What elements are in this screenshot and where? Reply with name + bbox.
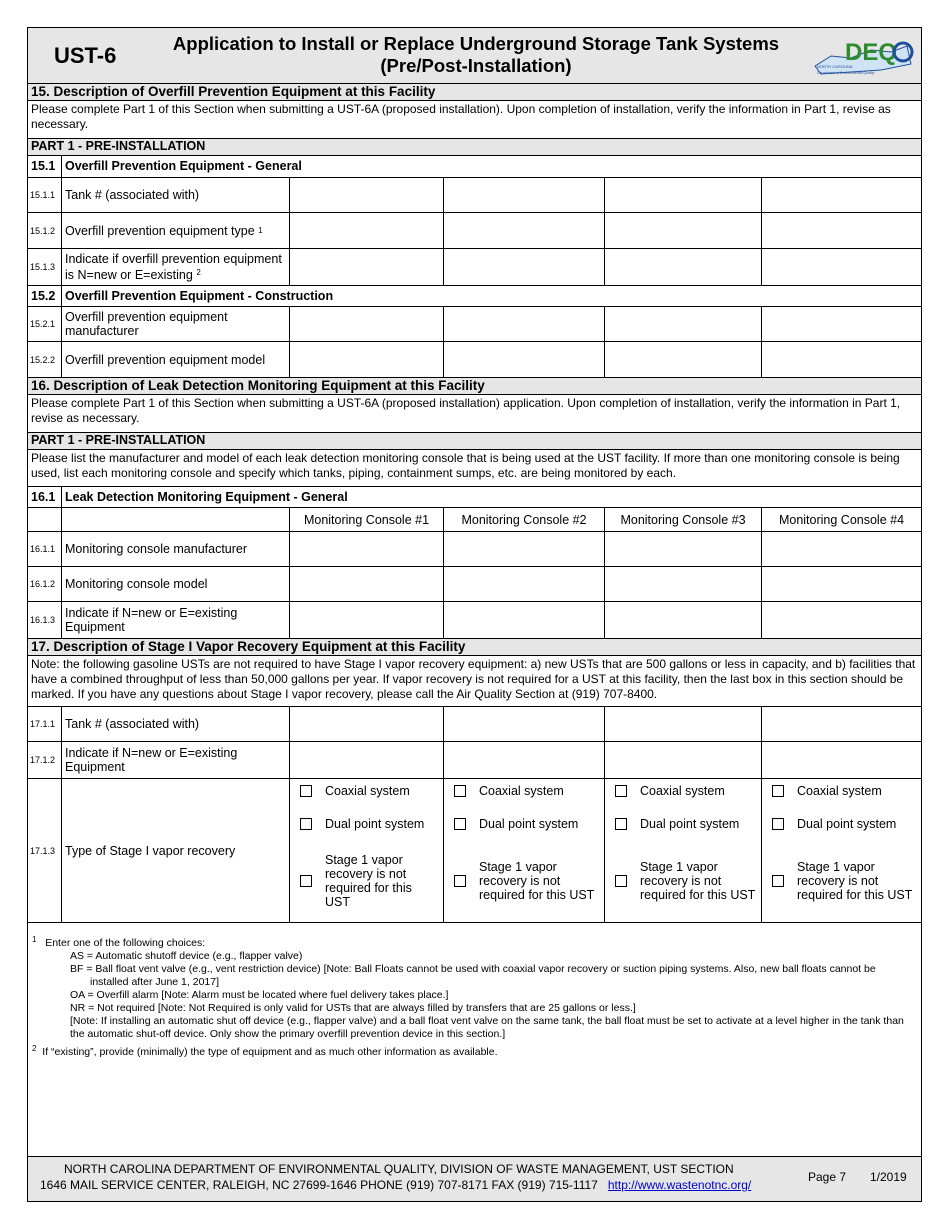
form-header: [28, 28, 921, 84]
console-2-header: Monitoring Console #2: [444, 508, 605, 531]
footnote-oa: OA = Overfill alarm [Note: Alarm must be located where fuel delivery takes place.]: [70, 989, 449, 1001]
row-label: Tank # (associated with): [62, 178, 290, 212]
dual-point-option[interactable]: [454, 817, 578, 831]
option-label: Dual point system: [479, 817, 579, 831]
new-existing-1-field[interactable]: [290, 249, 444, 285]
vapor-type-col-2: [444, 779, 605, 922]
model-3-field[interactable]: [605, 342, 762, 377]
subsection-15-1: [28, 156, 921, 178]
console-model-2-field[interactable]: [444, 567, 605, 601]
subsection-15-2: [28, 286, 921, 307]
equipment-type-1-field[interactable]: [290, 213, 444, 248]
blank-label: [62, 508, 290, 531]
row-num: 17.1.1: [28, 707, 62, 741]
console-manufacturer-3-field[interactable]: [605, 532, 762, 566]
footer-address: 1646 MAIL SERVICE CENTER, RALEIGH, NC 27699-1646 PHONE (919) 707-8171 FAX (919) 715-1117: [40, 1178, 598, 1192]
checkbox[interactable]: [615, 818, 627, 830]
equipment-type-4-field[interactable]: [762, 213, 921, 248]
vapor-type-col-1: [290, 779, 444, 922]
footnote-ref: 1: [258, 225, 263, 235]
option-label: Coaxial system: [325, 784, 410, 798]
coaxial-option[interactable]: [300, 784, 410, 798]
page-number: Page 7: [808, 1170, 847, 1184]
tank-4-field[interactable]: [762, 178, 921, 212]
coaxial-option[interactable]: [454, 784, 564, 798]
footnote-bf-cont: installed after June 1, 2017]: [90, 976, 220, 988]
footer-line1: NORTH CAROLINA DEPARTMENT OF ENVIRONMENTAL QUALITY, DIVISION OF WASTE MANAGEMENT, UST SECTION: [64, 1162, 734, 1176]
option-label: Stage 1 vapor recovery is not required for this UST: [640, 860, 756, 902]
footnote-note: [Note: If installing an automatic shut off device (e.g., flapper valve) and a ball float vent valve on the same tank, the ball float must be set to activate at a level higher in the tank than the automatic shut-off device. Only show the primary overfill prevention device in this section.]: [70, 1015, 904, 1040]
section-16-note: Please complete Part 1 of this Section when submitting a UST-6A (proposed installation) application. Upon completion of installation, verify the information in Part 1, revise as necessary.: [28, 395, 921, 433]
console-manufacturer-4-field[interactable]: [762, 532, 921, 566]
manufacturer-4-field[interactable]: [762, 307, 921, 341]
row-15-2-1: [28, 307, 921, 342]
tank-1-field[interactable]: [290, 178, 444, 212]
row-num: 16.1.2: [28, 567, 62, 601]
footnote-ref: 2: [196, 268, 201, 277]
vapor-new-existing-3-field[interactable]: [605, 742, 762, 778]
console-new-existing-2-field[interactable]: [444, 602, 605, 638]
row-label: Monitoring console model: [62, 567, 290, 601]
section-17-note: Note: the following gasoline USTs are not required to have Stage I vapor recovery equipment: a) new USTs that are 500 gallons or less in capacity, and b) facilities that have a combined throughput of less than 50,000 gallons per year. If vapor recovery is not required for a UST at this facility, then the last box in this section should be marked. If you have any questions about Stage I vapor recovery, please call the Air Quality Section at (919) 707-8400.: [28, 656, 921, 707]
form-title-line1: Application to Install or Replace Underground Storage Tank Systems: [172, 33, 780, 54]
row-16-1-2: [28, 567, 921, 602]
option-label: Dual point system: [797, 817, 897, 831]
row-label: Overfill prevention equipment manufacturer: [62, 307, 290, 341]
vapor-tank-2-field[interactable]: [444, 707, 605, 741]
logo-small-1: NORTH CAROLINA: [817, 64, 853, 69]
logo-small-2: Department of Environmental Quality: [817, 71, 875, 75]
subsection-16-1: [28, 487, 921, 508]
checkbox[interactable]: [300, 785, 312, 797]
row-label-text: Overfill prevention equipment type: [65, 223, 255, 238]
not-required-option[interactable]: [772, 860, 917, 902]
model-4-field[interactable]: [762, 342, 921, 377]
new-existing-4-field[interactable]: [762, 249, 921, 285]
row-17-1-1: [28, 707, 921, 742]
vapor-new-existing-1-field[interactable]: [290, 742, 444, 778]
section-16-part-note: Please list the manufacturer and model of each leak detection monitoring console that is being used at the UST facility. If more than one monitoring console is being used, list each monitoring console and specify which tanks, piping, containment sumps, etc. are being monitored by each.: [28, 450, 921, 487]
checkbox[interactable]: [454, 785, 466, 797]
checkbox[interactable]: [772, 875, 784, 887]
new-existing-3-field[interactable]: [605, 249, 762, 285]
footer-line2: [40, 1178, 751, 1192]
coaxial-option[interactable]: [615, 784, 725, 798]
footnote-2: [32, 1042, 912, 1059]
row-17-1-2: [28, 742, 921, 779]
row-16-1-1: [28, 532, 921, 567]
checkbox[interactable]: [300, 818, 312, 830]
checkbox[interactable]: [772, 785, 784, 797]
row-label: Tank # (associated with): [62, 707, 290, 741]
footnote-2-mark: 2: [32, 1044, 37, 1053]
section-15-note: Please complete Part 1 of this Section when submitting a UST-6A (proposed installation). Upon completion of installation, verify the information in Part 1, revise as necessary.: [28, 101, 921, 139]
row-label: Indicate if N=new or E=existing Equipment: [62, 602, 290, 638]
subsection-15-1-num: 15.1: [31, 159, 56, 173]
manufacturer-3-field[interactable]: [605, 307, 762, 341]
dual-point-option[interactable]: [300, 817, 424, 831]
row-num: 15.2.1: [28, 307, 62, 341]
checkbox[interactable]: [454, 818, 466, 830]
console-model-3-field[interactable]: [605, 567, 762, 601]
section-16-title: 16. Description of Leak Detection Monitoring Equipment at this Facility: [28, 378, 921, 395]
new-existing-2-field[interactable]: [444, 249, 605, 285]
row-label: Overfill prevention equipment model: [62, 342, 290, 377]
dual-point-option[interactable]: [615, 817, 739, 831]
row-label: Indicate if N=new or E=existing Equipment: [62, 742, 290, 778]
vapor-tank-1-field[interactable]: [290, 707, 444, 741]
row-num: 16.1.1: [28, 532, 62, 566]
console-manufacturer-2-field[interactable]: [444, 532, 605, 566]
row-num: 15.2.2: [28, 342, 62, 377]
vapor-new-existing-2-field[interactable]: [444, 742, 605, 778]
section-17-title: 17. Description of Stage I Vapor Recovery Equipment at this Facility: [28, 639, 921, 656]
footnote-nr: NR = Not required [Note: Not Required is only valid for USTs that are always filled by transfers that are 25 gallons or less.]: [70, 1002, 636, 1014]
option-label: Dual point system: [325, 817, 425, 831]
console-manufacturer-1-field[interactable]: [290, 532, 444, 566]
section-15-part1: PART 1 - PRE-INSTALLATION: [28, 139, 921, 156]
console-new-existing-4-field[interactable]: [762, 602, 921, 638]
tank-3-field[interactable]: [605, 178, 762, 212]
form-id: UST-6: [54, 43, 117, 68]
subsection-15-2-label: Overfill Prevention Equipment - Construction: [65, 289, 334, 303]
row-num: 16.1.3: [28, 602, 62, 638]
option-label: Coaxial system: [797, 784, 882, 798]
vapor-type-col-3: [605, 779, 762, 922]
subsection-15-2-num: 15.2: [31, 289, 56, 303]
row-15-1-3: [28, 249, 921, 286]
not-required-option[interactable]: [454, 860, 599, 902]
row-label: [62, 213, 290, 248]
footnote-bf: BF = Ball float vent valve (e.g., vent restriction device) [Note: Ball Floats cannot be used with coaxial vapor recovery or suction piping systems. Also, new ball floats cannot be: [70, 963, 876, 975]
option-label: Stage 1 vapor recovery is not required for this UST: [797, 860, 913, 902]
row-16-1-3: [28, 602, 921, 639]
row-num: 17.1.2: [28, 742, 62, 778]
subsection-15-1-label: Overfill Prevention Equipment - General: [65, 159, 302, 173]
subsection-16-1-num: 16.1: [31, 490, 56, 504]
option-label: Coaxial system: [479, 784, 564, 798]
dual-point-option[interactable]: [772, 817, 896, 831]
vapor-type-col-4: [762, 779, 921, 922]
footer-link[interactable]: http://www.wastenotnc.org/: [607, 1178, 752, 1192]
vapor-new-existing-4-field[interactable]: [762, 742, 921, 778]
page-footer: [28, 1156, 921, 1201]
row-label: Monitoring console manufacturer: [62, 532, 290, 566]
vapor-tank-4-field[interactable]: [762, 707, 921, 741]
equipment-type-3-field[interactable]: [605, 213, 762, 248]
option-label: Coaxial system: [640, 784, 725, 798]
footnote-1-mark: 1: [32, 935, 37, 944]
console-new-existing-1-field[interactable]: [290, 602, 444, 638]
footnote-2-text: If “existing”, provide (minimally) the type of equipment and as much other information as available.: [42, 1046, 498, 1058]
footnote-1-intro: Enter one of the following choices:: [45, 937, 206, 949]
vapor-tank-3-field[interactable]: [605, 707, 762, 741]
row-label-text: Indicate if overfill prevention equipment is N=new or E=existing: [65, 252, 282, 282]
model-2-field[interactable]: [444, 342, 605, 377]
row-15-2-2: [28, 342, 921, 378]
deq-logo: [811, 34, 915, 78]
form-date: 1/2019: [870, 1170, 907, 1184]
checkbox[interactable]: [300, 875, 312, 887]
console-model-1-field[interactable]: [290, 567, 444, 601]
not-required-option[interactable]: [300, 853, 412, 909]
row-num: 15.1.2: [28, 213, 62, 248]
console-4-header: Monitoring Console #4: [778, 512, 905, 527]
row-15-1-2: [28, 213, 921, 249]
subsection-16-1-label: Leak Detection Monitoring Equipment - General: [65, 490, 348, 504]
row-num: 15.1.1: [28, 178, 62, 212]
form-title-line2: (Pre/Post-Installation): [380, 55, 572, 76]
not-required-option[interactable]: [615, 860, 760, 902]
option-label: Dual point system: [640, 817, 740, 831]
option-label: Stage 1 vapor recovery is not required for this UST: [325, 853, 412, 909]
row-label: Type of Stage I vapor recovery: [62, 779, 290, 922]
console-new-existing-3-field[interactable]: [605, 602, 762, 638]
console-3-header: Monitoring Console #3: [605, 508, 762, 531]
footnotes: [32, 933, 912, 1059]
tank-2-field[interactable]: [444, 178, 605, 212]
row-15-1-1: [28, 178, 921, 213]
manufacturer-1-field[interactable]: [290, 307, 444, 341]
equipment-type-2-field[interactable]: [444, 213, 605, 248]
row-label: [62, 249, 290, 285]
blank-num: [28, 508, 62, 531]
checkbox[interactable]: [615, 875, 627, 887]
console-1-header: Monitoring Console #1: [290, 508, 444, 531]
row-num: 15.1.3: [28, 249, 62, 285]
logo-text: DEQ: [845, 39, 898, 66]
model-1-field[interactable]: [290, 342, 444, 377]
form-page: [27, 27, 922, 1202]
checkbox[interactable]: [772, 818, 784, 830]
row-num: 17.1.3: [28, 779, 62, 922]
section-16-part1: PART 1 - PRE-INSTALLATION: [28, 433, 921, 450]
option-label: Stage 1 vapor recovery is not required for this UST: [479, 860, 595, 902]
coaxial-option[interactable]: [772, 784, 882, 798]
footnote-as: AS = Automatic shutoff device (e.g., flapper valve): [70, 950, 303, 962]
section-15-title: 15. Description of Overfill Prevention Equipment at this Facility: [28, 84, 921, 101]
checkbox[interactable]: [615, 785, 627, 797]
checkbox[interactable]: [454, 875, 466, 887]
console-model-4-field[interactable]: [762, 567, 921, 601]
row-17-1-3: [28, 779, 921, 923]
manufacturer-2-field[interactable]: [444, 307, 605, 341]
form-title: [156, 33, 796, 77]
footnote-1: [32, 933, 912, 950]
console-header-row: [28, 508, 921, 532]
